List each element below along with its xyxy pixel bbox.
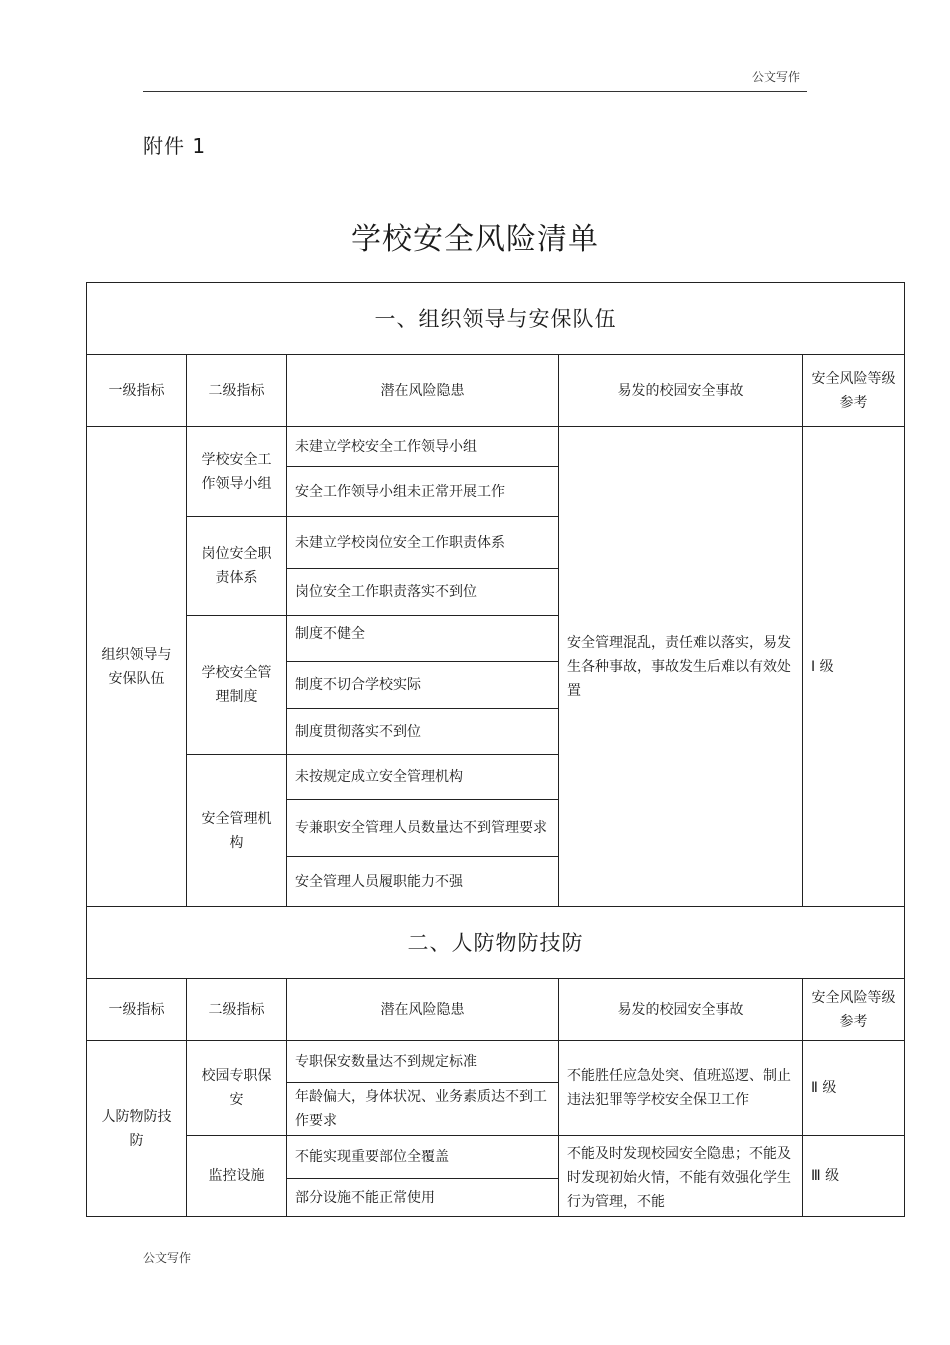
hazard-cell: 专职保安数量达不到规定标准	[287, 1041, 559, 1083]
section-title: 一、组织领导与安保队伍	[87, 283, 905, 355]
column-header: 二级指标	[187, 979, 287, 1041]
section-title: 二、人防物防技防	[87, 907, 905, 979]
hazard-cell: 未按规定成立安全管理机构	[287, 755, 559, 800]
accident-cell: 安全管理混乱，责任难以落实，易发生各种事故，事故发生后难以有效处置	[559, 427, 803, 907]
hazard-cell: 部分设施不能正常使用	[287, 1179, 559, 1217]
hazard-cell: 安全工作领导小组未正常开展工作	[287, 467, 559, 517]
table-row	[87, 1136, 905, 1179]
column-header: 潜在风险隐患	[287, 355, 559, 427]
accident-cell: 不能胜任应急处突、值班巡逻、制止违法犯罪等学校安全保卫工作	[559, 1041, 803, 1136]
header-rule	[143, 91, 807, 92]
column-header: 易发的校园安全事故	[559, 355, 803, 427]
hazard-cell: 专兼职安全管理人员数量达不到管理要求	[287, 800, 559, 857]
hazard-cell: 未建立学校岗位安全工作职责体系	[287, 517, 559, 569]
risk-table	[86, 282, 905, 1217]
level2-indicator: 学校安全管理制度	[187, 616, 287, 755]
document-title: 学校安全风险清单	[351, 222, 599, 257]
column-header: 易发的校园安全事故	[559, 979, 803, 1041]
level2-indicator: 学校安全工作领导小组	[187, 427, 287, 517]
hazard-cell: 年龄偏大，身体状况、业务素质达不到工作要求	[287, 1083, 559, 1136]
column-header-row	[87, 979, 905, 1041]
column-header: 一级指标	[87, 979, 187, 1041]
section-header-row	[87, 907, 905, 979]
risk-grade-cell: Ⅱ 级	[803, 1041, 905, 1136]
level1-indicator: 组织领导与安保队伍	[87, 427, 187, 907]
hazard-cell: 未建立学校安全工作领导小组	[287, 427, 559, 467]
level2-indicator: 岗位安全职责体系	[187, 517, 287, 616]
risk-grade-cell: Ⅲ 级	[803, 1136, 905, 1217]
risk-grade-cell: Ⅰ 级	[803, 427, 905, 907]
column-header-row	[87, 355, 905, 427]
footer-label: 公文写作	[143, 1251, 192, 1265]
level2-indicator: 监控设施	[187, 1136, 287, 1217]
header-label: 公文写作	[752, 70, 801, 84]
hazard-cell: 制度不切合学校实际	[287, 662, 559, 709]
level2-indicator: 校园专职保安	[187, 1041, 287, 1136]
column-header: 二级指标	[187, 355, 287, 427]
hazard-cell: 不能实现重要部位全覆盖	[287, 1136, 559, 1179]
hazard-cell: 安全管理人员履职能力不强	[287, 857, 559, 907]
table-row	[87, 1041, 905, 1083]
table-row	[87, 427, 905, 467]
section-header-row	[87, 283, 905, 355]
hazard-cell: 制度贯彻落实不到位	[287, 709, 559, 755]
column-header: 一级指标	[87, 355, 187, 427]
accident-cell: 不能及时发现校园安全隐患；不能及时发现初始火情，不能有效强化学生行为管理，不能	[559, 1136, 803, 1217]
hazard-cell: 制度不健全	[287, 616, 559, 662]
column-header: 安全风险等级参考	[803, 355, 905, 427]
level2-indicator: 安全管理机构	[187, 755, 287, 907]
column-header: 安全风险等级参考	[803, 979, 905, 1041]
column-header: 潜在风险隐患	[287, 979, 559, 1041]
level1-indicator: 人防物防技防	[87, 1041, 187, 1217]
hazard-cell: 岗位安全工作职责落实不到位	[287, 569, 559, 616]
attachment-label: 附件 1	[143, 134, 207, 158]
